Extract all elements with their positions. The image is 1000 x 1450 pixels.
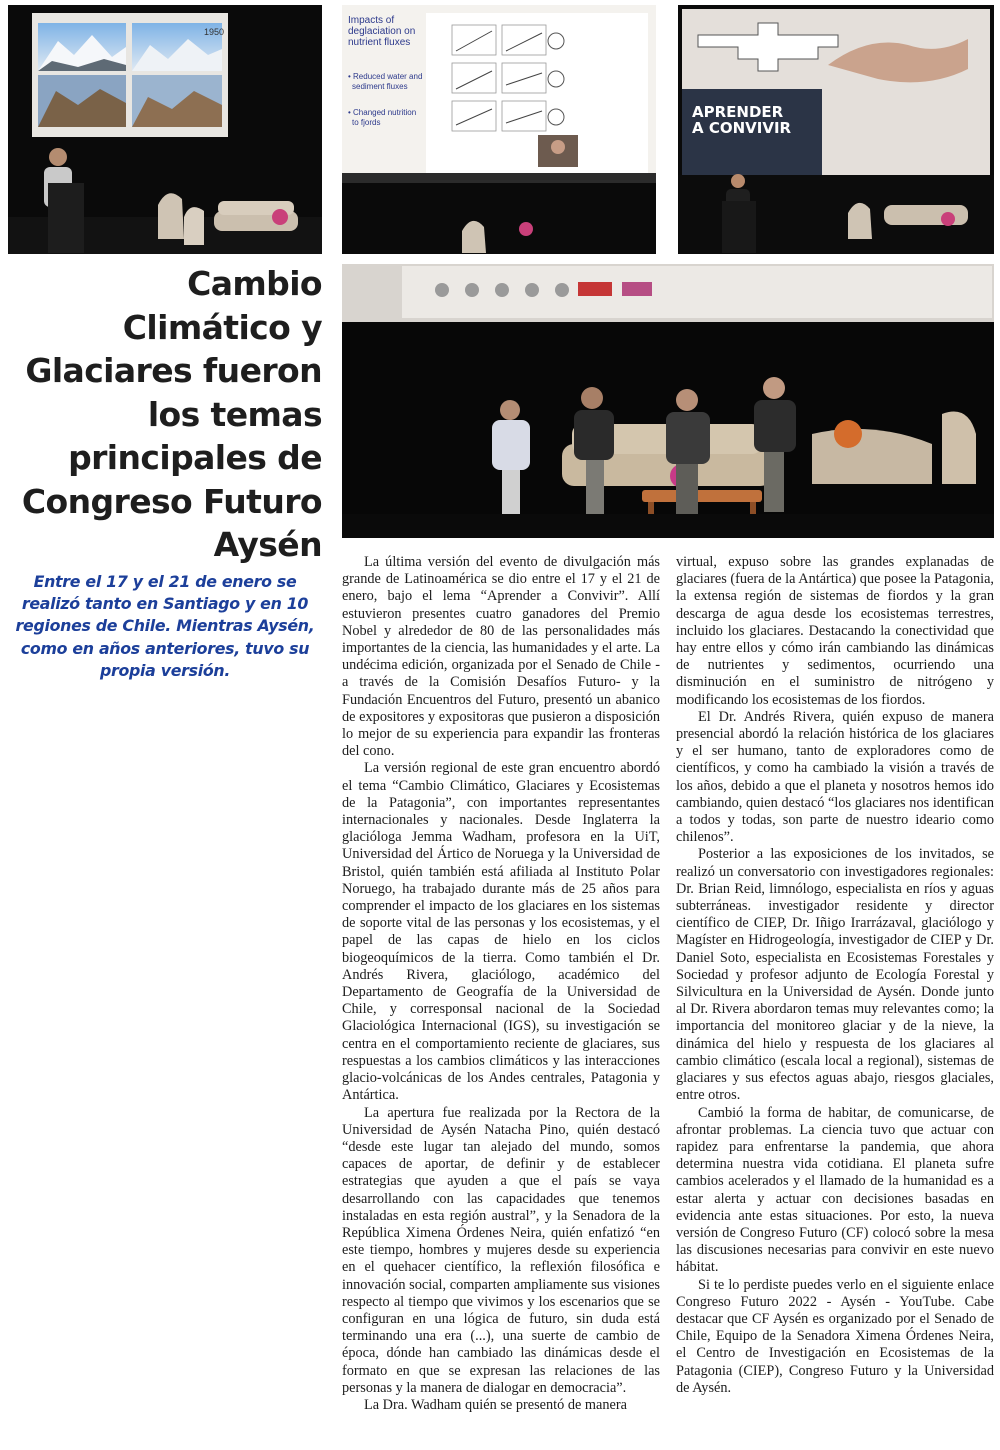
- article-paragraph: La apertura fue realizada por la Rectora de la Universidad de Aysén Natacha Pino, quién destacó “desde este lugar tan alejado del mundo, somos capaces de aportar, de definir y de establecer estrategias que ayuden a que el país se vaya desarrollando con las capacidades que tenemos instaladas en esta región austral”, y la Senadora de la República Ximena Órdenes Neira, quién enfatizó “en este tiempo, hombres y mujeres desde su experiencia en el quehacer científico, la reflexión filosófica e innovación social, comparten ampliamente sus visiones respecto al tiempo que vivimos y los escenarios que se configuran en una lógica de futuro, sin duda está terminando una era (...), una suerte de cambio de época, dónde han cambiado las dinámicas desde el formato en que se expresan las relaciones de las personas y la manera de dialogar en democracia”.: [342, 1104, 660, 1396]
- panel-discussion-stage-photo: [342, 264, 994, 538]
- headline-line: Climático y: [122, 307, 322, 347]
- article-paragraph: La última versión del evento de divulgación más grande de Latinoamérica se dio entre el 17 y el 21 de enero, bajo el lema “Aprender a Convivir”. Allí estuvieron presentes cuatro ganadores del Premio Nobel y alrededor de 80 de las personalidades más importantes de la ciencia, las humanidades y el arte. La undécima edición, organizada por el Senado de Chile -a través de la Comisión Desafíos Futuro- y la Fundación Encuentros del Futuro, presentó un abanico de expositores y expositoras que pusieron a disposición lo mejor de su experiencia para expandir las fronteras del cono.: [342, 554, 660, 760]
- article-paragraph: virtual, expuso sobre las grandes explanadas de glaciares (fuera de la Antártica) que posee la Patagonia, la extensa región de sistemas de fiordos y la gran descarga de agua desde los ecosistemas terrestres, incluido los glaciares. Destacando la conectividad que hay entre ellos y cómo irán cambiando las dinámicas de nutrientes y sedimentos, ocurriendo una disminución en el suministro de nitrógeno y modificando los ecosistemas de los fiordos.: [676, 554, 994, 708]
- headline-line: Aysén: [213, 525, 322, 564]
- headline-line: principales de: [68, 438, 322, 477]
- svg-text:Impacts ofdeglaciation onnutri: Impacts of deglaciation on nutrient fluxes: [348, 15, 416, 48]
- article-paragraph: Si te lo perdiste puedes verlo en el siguiente enlace Congreso Futuro 2022 - Aysén - YouTube. Cabe destacar que CF Aysén es organizado por el Senado de Chile, Equipo de la Senadora Ximena Órdenes Neira, el Centro de Investigación en Ecosistemas de la Patagonia (CIEP), Congreso Futuro y la Universidad de Aysén.: [676, 1276, 994, 1396]
- speaker-with-aprender-a-convivir-screen-photo: [678, 5, 994, 254]
- headline-line: Glaciares fueron: [25, 351, 322, 390]
- presentation-slide-photo: [342, 5, 656, 254]
- headline-line: Congreso Futuro: [21, 481, 322, 521]
- speaker-at-podium-photo: [8, 5, 322, 254]
- article-paragraph: La versión regional de este gran encuentro abordó el tema “Cambio Climático, Glaciares y Ecosistemas de la Patagonia”, con importantes representantes internacionales y nacionales. Desde Inglaterra la glacióloga Jemma Wadham, profesora en la UiT, Universidad del Ártico de Noruega y la Universidad de Bristol, quién también está afiliada al Instituto Polar Noruego, ha trabajado durante más de 25 años para comprender el impacto de los glaciares en los sistemas de soporte vital de las personas y los ecosistemas, y el papel de las capas de hielo en los ciclos biogeoquímicos de la tierra. Como también el Dr. Andrés Rivera, glaciólogo, académico del Departamento de Geografía de la Universidad de Chile, y corresponsal nacional de la Sociedad Glaciológica Internacional (IGS), su investigación se centra en el comportamiento reciente de glaciares, sus respuestas a los cambios climáticos y las interacciones glacio-volcánicas de los Andes centrales, Patagonia y Antártica.: [342, 760, 660, 1104]
- article-lede: Entre el 17 y el 21 de enero se realizó tanto en Santiago y en 10 regiones de Chile. Mientras Aysén, como en años anteriores, tuvo su propia versión.: [15, 572, 315, 680]
- article-paragraph: Posterior a las exposiciones de los invitados, se realizó un conversatorio con investigadores regionales: Dr. Brian Reid, limnólogo, especialista en ríos y aguas subterráneas. investigador residente y director científico de CIEP, Dr. Iñigo Irarrázaval, glaciólogo y Magíster en Hidrogeología, investigador de CIEP y Dr. Daniel Soto, especialista en Ecosistemas Forestales y Sociedad y profesor adjunto de Ecología Forestal y Silvicultura en la Universidad de Aysén. Donde junto al Dr. Rivera abordaron temas muy relevantes como; la importancia del monitoreo glaciar y de la nieve, la dinámica del hielo y respuesta de los glaciares al cambio climático (escala local a regional), sistemas de glaciares y sus efectos aguas abajo, riesgos glaciales, entre otros.: [676, 846, 994, 1104]
- slide-year-label: 1950: [204, 27, 225, 37]
- headline-line: Cambio: [187, 264, 322, 303]
- article-headline: [8, 262, 322, 567]
- article-paragraph: El Dr. Andrés Rivera, quién expuso de manera presencial abordó la relación histórica de los glaciares y el ser humano, tanto de exploradores como de científicos, y como ha cambiado la visión a través de los años, debido a que el planeta y nosotros hemos ido cambiando, quien destacó “los glaciares nos identifican a todos y todas, son parte de nuestro ideario como chilenos”.: [676, 708, 994, 846]
- article-paragraph: Cambió la forma de habitar, de comunicarse, de afrontar problemas. La ciencia tuvo que actuar con rapidez para enfrentarse la pandemia, que ahora determina nuestra vida cotidiana. El planeta sufre cambios acelerados y el llamado de la humanidad es a estar alerta y actuar con decisiones basadas en evidencia ante estas situaciones. Por esto, la nueva versión de Congreso Futuro (CF) colocó sobre la mesa las discusiones necesarias para convivir en este nuevo hábitat.: [676, 1104, 994, 1276]
- article-column-right: [676, 554, 994, 1434]
- article-paragraph: La Dra. Wadham quién se presentó de manera: [364, 1396, 627, 1413]
- svg-text:• Reduced water andsediment fl: • Reduced water and sediment fluxes • Changed nutrition to fjords: [348, 72, 423, 127]
- article-column-left: [342, 554, 660, 1434]
- headline-line: los temas: [147, 394, 322, 434]
- svg-text:APRENDERA CONVIVIR: APRENDER A CONVIVIR: [692, 103, 792, 137]
